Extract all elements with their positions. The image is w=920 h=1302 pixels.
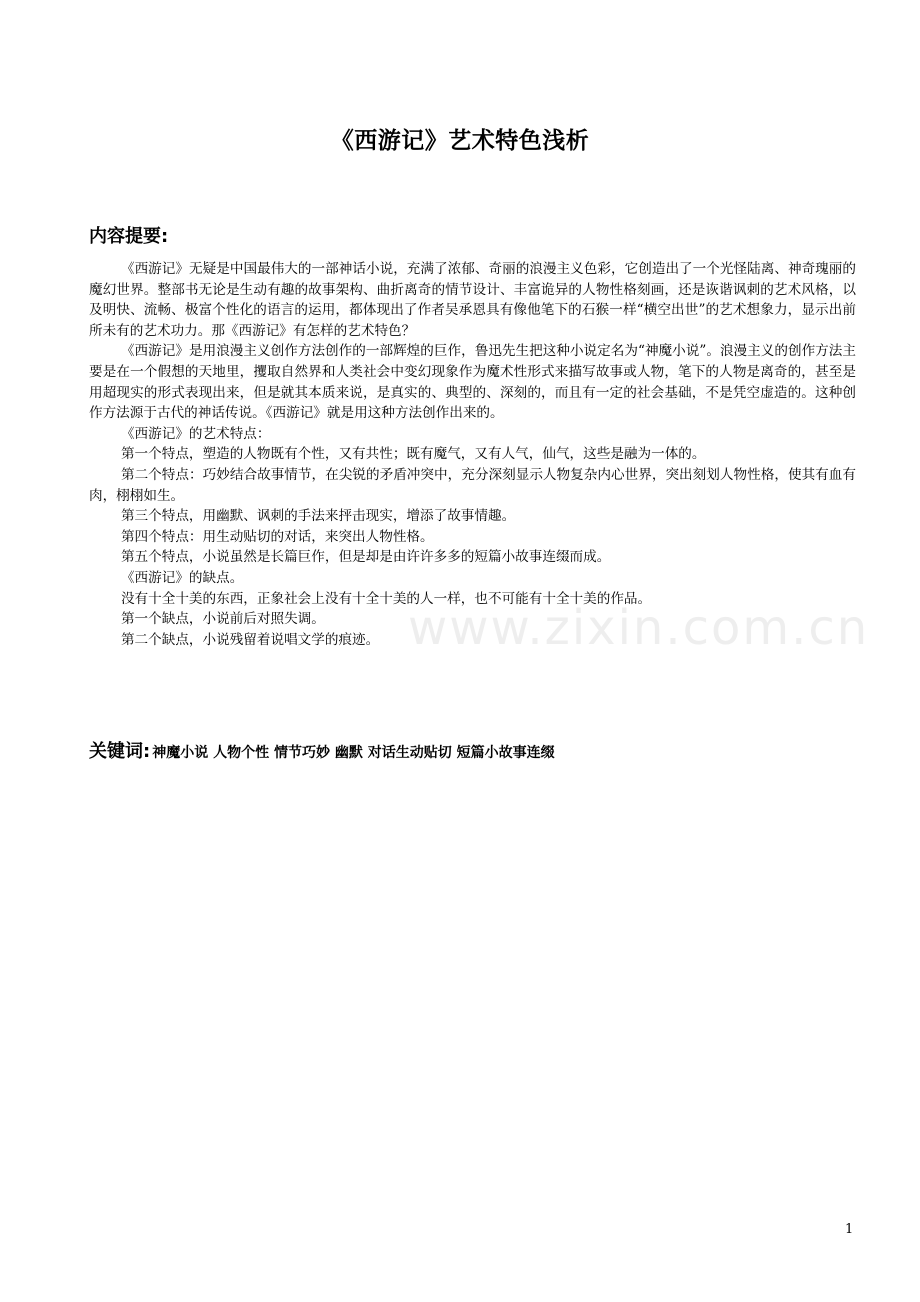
abstract-heading: 内容提要:: [89, 226, 169, 247]
keywords-label: 关键词:: [89, 741, 151, 762]
paragraph: 《西游记》是用浪漫主义创作方法创作的一部辉煌的巨作，鲁迅先生把这种小说定名为“神魔小说”。浪漫主义的创作方法主要是在一个假想的天地里，攫取自然界和人类社会中变幻现象作为魔术性形式来描写故事或人物，笔下的人物是离奇的，甚至是用超现实的形式表现出来，但是就其本质来说，是真实的、典型的、深刻的，而且有一定的社会基础，不是凭空虚造的。这种创作方法源于古代的神话传说。《西游记》就是用这种方法创作出来的。: [89, 343, 856, 422]
document-title: 《西游记》艺术特色浅析: [330, 128, 590, 154]
paragraph: 《西游记》的艺术特点：: [120, 425, 271, 442]
paragraph: 第五个特点，小说虽然是长篇巨作，但是却是由许许多多的短篇小故事连缀而成。: [120, 549, 611, 566]
watermark: www.zixin.com.cn: [408, 600, 870, 656]
paragraph: 第二个特点：巧妙结合故事情节，在尖锐的矛盾冲突中，充分深刻显示人物复杂内心世界，突出刻划人物性格，使其有血有肉，栩栩如生。: [89, 466, 856, 504]
keywords-value: 神魔小说 人物个性 情节巧妙 幽默 对话生动贴切 短篇小故事连缀: [152, 745, 555, 761]
paragraph: 没有十全十美的东西，正象社会上没有十全十美的人一样，也不可能有十全十美的作品。: [120, 590, 652, 607]
abstract-body: [89, 259, 856, 650]
keywords-line: [89, 737, 555, 763]
paragraph: 《西游记》无疑是中国最伟大的一部神话小说，充满了浓郁、奇丽的浪漫主义色彩，它创造出了一个光怪陆离、神奇瑰丽的魔幻世界。整部书无论是生动有趣的故事架构、曲折离奇的情节设计、丰富诡异的人物性格刻画，还是诙谐讽刺的艺术风格，以及明快、流畅、极富个性化的语言的运用，都体现出了作者吴承恩具有像他笔下的石猴一样“横空出世”的艺术想象力，显示出前所未有的艺术功力。那《西游记》有怎样的艺术特色？: [89, 261, 856, 339]
page-number: 1: [845, 1222, 854, 1237]
paragraph: 第一个缺点，小说前后对照失调。: [120, 611, 325, 628]
paragraph: 《西游记》的缺点。: [120, 569, 244, 586]
paragraph: 第一个特点，塑造的人物既有个性，又有共性；既有魔气，又有人气，仙气，这些是融为一体的。: [120, 446, 706, 463]
paragraph: 第四个特点：用生动贴切的对话，来突出人物性格。: [120, 528, 434, 545]
paragraph: 第三个特点，用幽默、讽刺的手法来抨击现实，增添了故事情趣。: [120, 508, 516, 525]
paragraph: 第二个缺点，小说残留着说唱文学的痕迹。: [120, 631, 380, 648]
